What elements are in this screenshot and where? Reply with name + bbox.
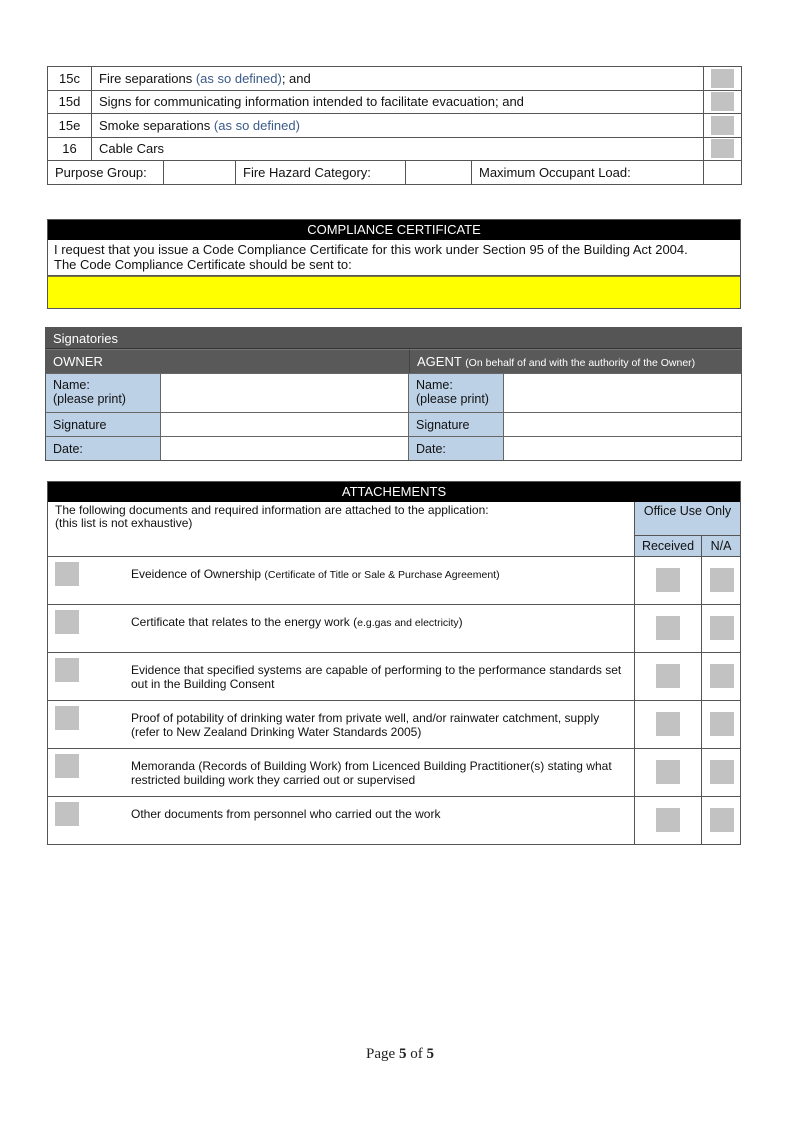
table-row xyxy=(48,137,742,161)
received-checkbox[interactable] xyxy=(656,568,680,592)
row-description xyxy=(92,67,704,91)
owner-name-field[interactable] xyxy=(161,373,409,412)
attachment-row xyxy=(48,748,740,796)
attachment-label: Eveidence of Ownership (Certificate of Title or Sale & Purchase Agreement) xyxy=(131,567,500,581)
table-row xyxy=(48,67,742,91)
fire-hazard-field[interactable] xyxy=(406,161,472,185)
label-subtext: (please print) xyxy=(416,392,489,406)
max-occupant-label: Maximum Occupant Load: xyxy=(472,161,704,185)
row-note: (as so defined) xyxy=(195,70,282,86)
attachment-label: Other documents from personnel who carried out the work xyxy=(131,807,441,821)
checkbox[interactable] xyxy=(711,92,734,111)
attachment-label: Memoranda (Records of Building Work) from Licenced Building Practitioner(s) stating what restricted building work they carried out or supervised xyxy=(131,759,612,787)
owner-date-label: Date: xyxy=(46,436,161,460)
received-checkbox[interactable] xyxy=(656,712,680,736)
owner-name-label xyxy=(46,373,161,412)
table-row xyxy=(48,114,742,138)
office-use-header: Office Use Only xyxy=(635,502,740,535)
signatories-section xyxy=(45,327,742,461)
send-to-line: The Code Compliance Certificate should be sent to: xyxy=(54,257,352,272)
checkbox-cell xyxy=(704,90,742,114)
attached-checkbox[interactable] xyxy=(55,802,79,826)
purpose-group-field[interactable] xyxy=(164,161,236,185)
agent-date-label: Date: xyxy=(409,436,504,460)
section-title: ATTACHEMENTS xyxy=(48,482,740,502)
attachment-row xyxy=(48,556,740,604)
row-text: Signs for communicating information intended to facilitate evacuation; and xyxy=(99,94,524,110)
na-column-header: N/A xyxy=(702,535,740,556)
received-checkbox[interactable] xyxy=(656,616,680,640)
purpose-group-label: Purpose Group: xyxy=(48,161,164,185)
building-features-table xyxy=(47,66,742,185)
attached-checkbox[interactable] xyxy=(55,610,79,634)
row-description xyxy=(92,90,704,114)
attached-checkbox[interactable] xyxy=(55,658,79,682)
row-text: Fire separations xyxy=(99,70,196,86)
intro-line: The following documents and required information are attached to the application: xyxy=(55,503,489,517)
agent-date-field[interactable] xyxy=(504,436,741,460)
label-text: Name: xyxy=(416,378,453,392)
checkbox[interactable] xyxy=(711,69,734,88)
row-number: 15e xyxy=(48,114,92,138)
row-number: 16 xyxy=(48,137,92,161)
na-checkbox[interactable] xyxy=(710,664,734,688)
max-occupant-field[interactable] xyxy=(704,161,742,185)
page-number: Page 5 of 5 xyxy=(366,1046,434,1062)
fire-hazard-label: Fire Hazard Category: xyxy=(236,161,406,185)
attachment-row xyxy=(48,604,740,652)
attachments-intro xyxy=(48,502,635,556)
agent-name-field[interactable] xyxy=(504,373,741,412)
agent-name-label xyxy=(409,373,504,412)
row-description xyxy=(92,114,704,138)
section-title: Signatories xyxy=(46,328,741,349)
received-checkbox[interactable] xyxy=(656,760,680,784)
agent-signature-label: Signature xyxy=(409,412,504,436)
row-text: Cable Cars xyxy=(99,141,165,157)
attachment-label: Proof of potability of drinking water from private well, and/or rainwater catchment, supply (refer to New Zealand Drinking Water Standards 2005) xyxy=(131,711,600,739)
na-checkbox[interactable] xyxy=(710,568,734,592)
na-checkbox[interactable] xyxy=(710,616,734,640)
row-note: (as so defined) xyxy=(213,117,300,133)
classification-row xyxy=(48,161,742,185)
agent-header xyxy=(409,349,741,373)
checkbox-cell xyxy=(704,67,742,91)
request-line: I request that you issue a Code Compliance Certificate for this work under Section 95 of the Building Act 2004. xyxy=(54,242,688,257)
agent-label: AGENT xyxy=(417,354,462,369)
compliance-request-text xyxy=(48,240,740,276)
checkbox[interactable] xyxy=(711,139,734,158)
label-text: Name: xyxy=(53,378,90,392)
owner-signature-field[interactable] xyxy=(161,412,409,436)
attached-checkbox[interactable] xyxy=(55,706,79,730)
received-checkbox[interactable] xyxy=(656,664,680,688)
owner-header: OWNER xyxy=(46,349,409,373)
na-checkbox[interactable] xyxy=(710,760,734,784)
checkbox[interactable] xyxy=(711,116,734,135)
received-checkbox[interactable] xyxy=(656,808,680,832)
attachment-row xyxy=(48,700,740,748)
owner-signature-label: Signature xyxy=(46,412,161,436)
checkbox-cell xyxy=(704,137,742,161)
na-checkbox[interactable] xyxy=(710,712,734,736)
row-number: 15c xyxy=(48,67,92,91)
attachments-section xyxy=(47,481,741,845)
agent-signature-field[interactable] xyxy=(504,412,741,436)
attachment-row xyxy=(48,652,740,700)
owner-date-field[interactable] xyxy=(161,436,409,460)
intro-note: (this list is not exhaustive) xyxy=(55,516,193,530)
attached-checkbox[interactable] xyxy=(55,562,79,586)
table-row xyxy=(48,90,742,114)
attachment-label: Evidence that specified systems are capable of performing to the performance standards set out in the Building Consent xyxy=(131,663,622,691)
na-checkbox[interactable] xyxy=(710,808,734,832)
row-number: 15d xyxy=(48,90,92,114)
received-column-header: Received xyxy=(635,535,702,556)
row-tail: ; and xyxy=(281,70,311,86)
send-to-address-field[interactable] xyxy=(48,276,740,308)
row-description xyxy=(92,137,704,161)
attachment-label: Certificate that relates to the energy work (e.g.gas and electricity) xyxy=(131,615,463,629)
section-title: COMPLIANCE CERTIFICATE xyxy=(48,220,740,240)
agent-note: (On behalf of and with the authority of the Owner) xyxy=(465,357,696,369)
row-text: Smoke separations xyxy=(99,117,214,133)
compliance-certificate-section xyxy=(47,219,741,309)
attached-checkbox[interactable] xyxy=(55,754,79,778)
checkbox-cell xyxy=(704,114,742,138)
label-subtext: (please print) xyxy=(53,392,126,406)
attachment-row xyxy=(48,796,740,844)
